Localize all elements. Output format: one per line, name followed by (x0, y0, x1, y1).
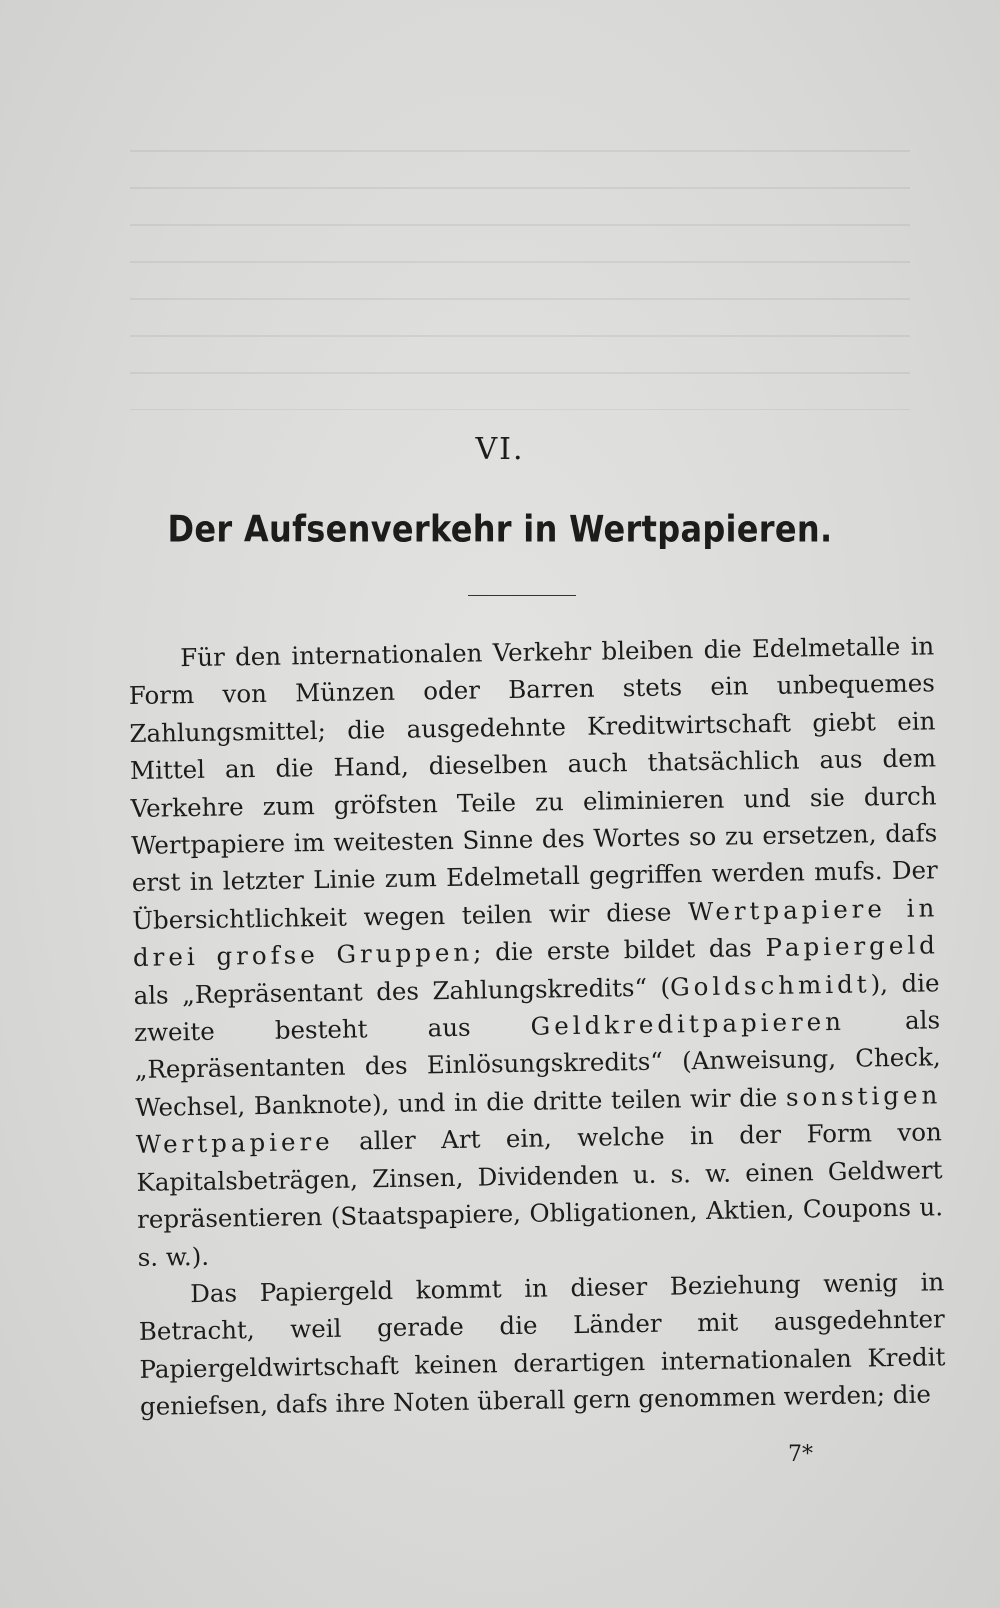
emphasized-text: sonstigen Wertpapiere (135, 1080, 942, 1160)
emphasized-text: Papiergeld (765, 930, 940, 963)
text-run: als „Repräsentant des Zahlungskredits“ ( (133, 972, 671, 1010)
text-run: aller Art ein, welche in der Form von Kapitalsbeträgen, Zinsen, Dividenden u. s. w. einen Geldwert repräsentieren (Staatspapiere, Obligationen, Aktien, Coupons u. s. w.). (136, 1117, 944, 1272)
chapter-number: VI. (475, 432, 525, 467)
bleed-through-shadow (130, 150, 910, 410)
chapter-title: Der Aufsenverkehr in Wertpapieren. (167, 507, 833, 551)
paragraph (138, 1263, 946, 1425)
text-run: ), die zweite besteht aus (133, 967, 940, 1048)
emphasized-text: Wertpapiere in drei grofse Gruppen (132, 893, 939, 973)
emphasized-text: Goldschmidt (669, 969, 871, 1002)
emphasized-text: Geldkreditpapieren (530, 1006, 846, 1041)
text-run: ; die erste bildet das (472, 933, 766, 967)
text-run: Für den internationalen Verkehr bleiben die Edelmetalle in Form von Münzen oder Barren stets ein unbequemes Zahlungsmittel; die ausgedehnte Kreditwirtschaft giebt ein Mittel an die Hand, dieselben auch thatsächlich aus dem Verkehre zum gröfsten Teile zu eliminieren und sie durch Wertpapiere im weitesten Sinne des Wortes so zu ersetzen, dafs erst in letzter Linie zum Edelmetall gegriffen werden mufs. Der Übersichtlichkeit wegen teilen wir diese (128, 631, 938, 935)
paragraph (128, 627, 944, 1275)
title-divider-rule (468, 595, 576, 596)
body-text (128, 627, 946, 1425)
signature-mark: 7* (788, 1442, 813, 1467)
text-run: als „Repräsentanten des Einlösungskredits“ (Anweisung, Check, Wechsel, Banknote), und in die dritte teilen wir die (134, 1005, 941, 1122)
text-run: Das Papiergeld kommt in dieser Beziehung wenig in Betracht, weil gerade die Länder mit ausgedehnter Papiergeldwirtschaft keinen derartigen internationalen Kredit geniefsen, dafs ihre Noten überall gern genommen werden; die (138, 1267, 946, 1422)
